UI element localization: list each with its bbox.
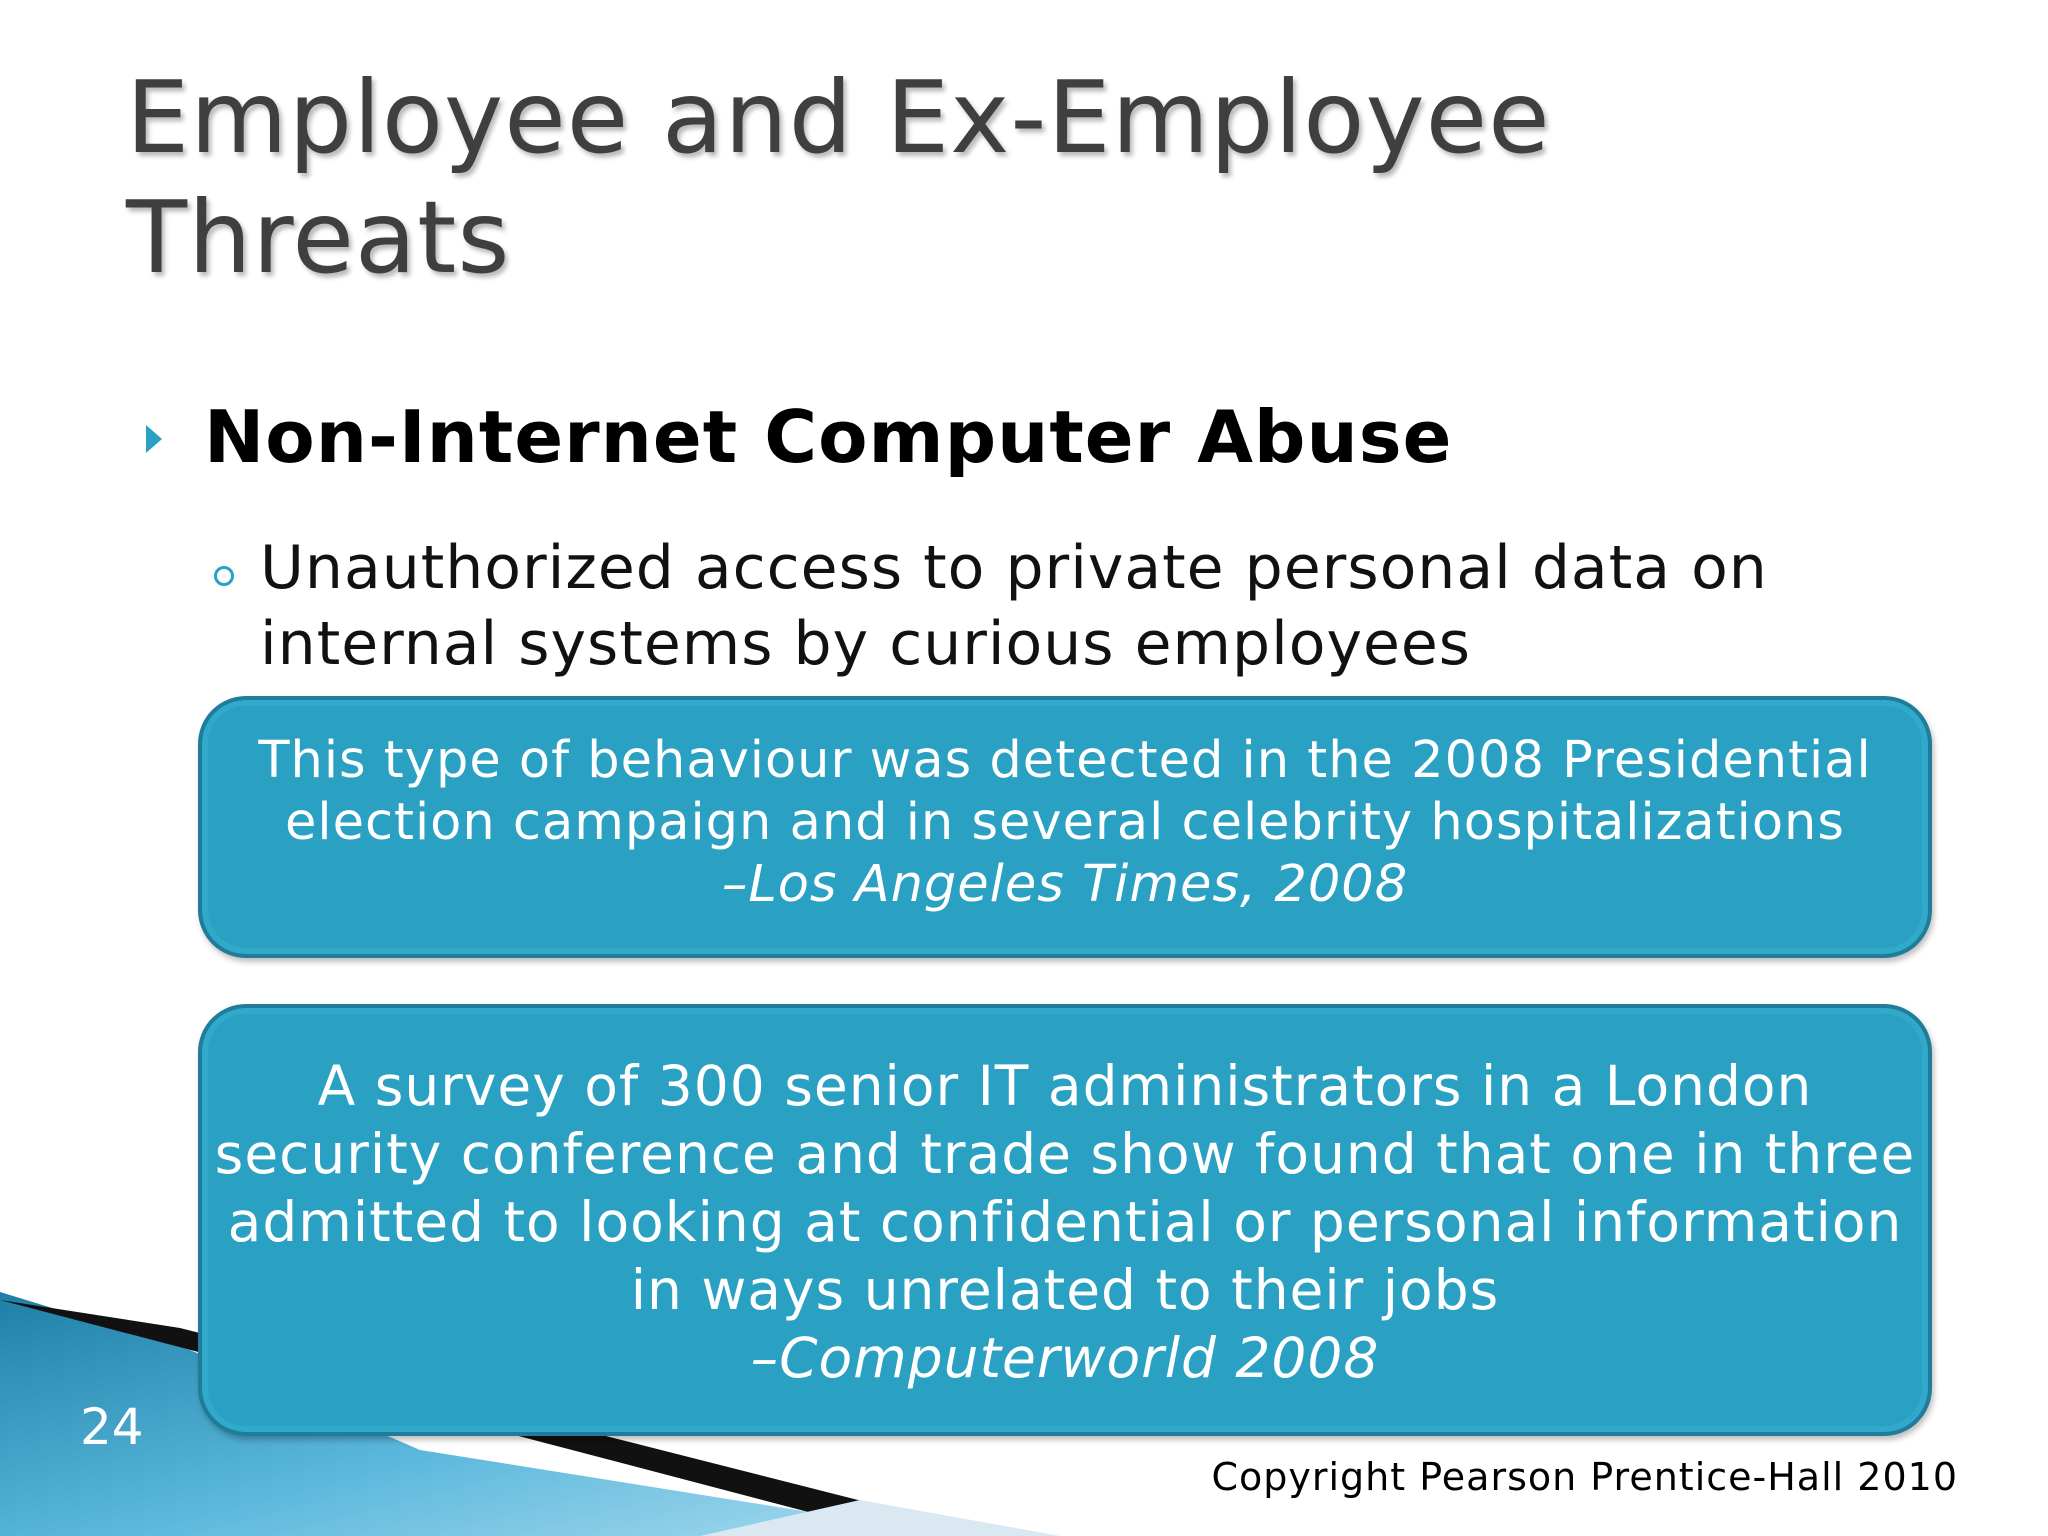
callout-2-citation: –Computerworld 2008 [750,1326,1380,1390]
callout-la-times [198,696,1932,958]
triangle-arrow-icon [146,425,162,453]
copyright-notice: Copyright Pearson Prentice-Hall 2010 [1211,1455,1958,1499]
bullet-non-internet-abuse [146,395,1452,479]
callout-2-line-2: security conference and trade show found that one in three [214,1122,1916,1186]
bullet-text: Non-Internet Computer Abuse [204,395,1453,479]
callout-2-line-1: A survey of 300 senior IT administrators in a London [317,1054,1813,1118]
callout-computerworld [198,1004,1932,1436]
title-line-1: Employee and Ex-Employee [126,59,1551,176]
sub-bullet-text: Unauthorized access to private personal data on internal systems by curious employees [260,533,1768,679]
callout-1-line-1: This type of behaviour was detected in the 2008 Presidential [258,731,1872,790]
slide-number: 24 [80,1398,144,1456]
callout-1-line-2: election campaign and in several celebrity hospitalizations [285,793,1845,852]
ring-bullet-icon [214,566,234,586]
callout-1-citation: –Los Angeles Times, 2008 [721,855,1409,914]
slide-title [126,58,1626,298]
callout-2-line-3: admitted to looking at confidential or personal information [227,1190,1903,1254]
title-line-2: Threats [126,179,511,296]
sub-bullet-unauthorized-access [214,530,1864,682]
callout-2-line-4: in ways unrelated to their jobs [630,1258,1500,1322]
